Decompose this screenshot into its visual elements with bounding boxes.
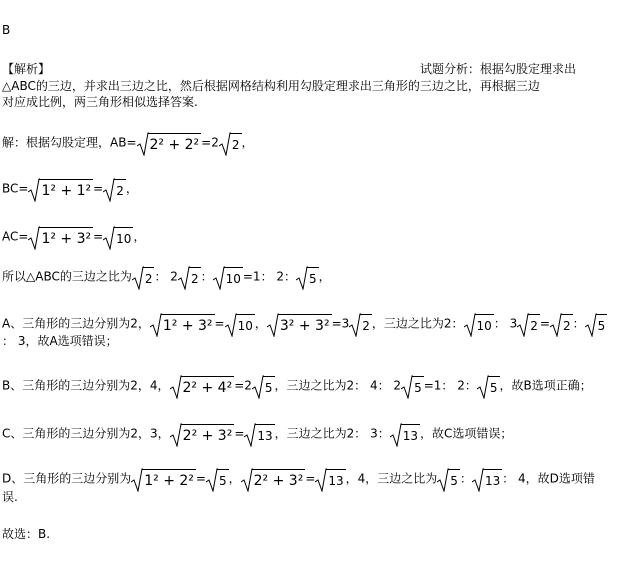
ratio-radical-2 <box>178 266 201 288</box>
option-d-radicand-1: 1² + 2² <box>142 469 196 489</box>
bc-line <box>2 178 138 200</box>
option-d-line <box>2 468 595 490</box>
analysis-intro-line-1: △ABC的三边，并求出三边之比，然后根据网格结构利用勾股定理求出三角形的三边之比，再根据三边 <box>2 79 540 93</box>
option-a-text-4: ： <box>572 316 585 331</box>
bc-prefix: BC= <box>2 181 29 196</box>
option-d-ratio-radicand-1: 5 <box>448 469 460 489</box>
option-a-ratio-radicand-2: 2 <box>528 314 540 334</box>
ratio-text-2: ： <box>200 269 213 284</box>
ratio-radicand-1: 2 <box>143 267 155 287</box>
ab-radical <box>137 132 202 154</box>
ac-equals: = <box>93 229 104 244</box>
answer-label: B <box>2 23 11 37</box>
option-d-prefix: D、三角形的三边分别为 <box>2 471 132 486</box>
option-c-ratio-radical <box>390 423 420 445</box>
option-b-eq: =2 <box>234 378 252 393</box>
ratio-text-1: ： 2 <box>154 269 178 284</box>
ratio-end: ， <box>318 269 331 284</box>
option-b-text-1: ，三边之比为2： 4： 2 <box>274 378 402 393</box>
option-c-eq: = <box>234 426 245 441</box>
option-d-ratio-radical-1 <box>437 468 460 490</box>
option-b-line <box>2 375 592 397</box>
bc-result-radical <box>103 178 126 200</box>
option-a-sep: ， <box>254 316 267 331</box>
option-d-radical-2 <box>241 468 306 490</box>
option-b-text-2: =1： 2： <box>423 378 477 393</box>
option-c-result <box>244 423 274 445</box>
option-a-radical-2 <box>267 313 332 335</box>
ac-line <box>2 226 145 248</box>
ratio-radical-4 <box>296 266 319 288</box>
ac-result-radicand: 10 <box>114 227 133 247</box>
option-c-line <box>2 423 512 445</box>
option-d-sep: ， <box>228 471 241 486</box>
ratio-radicand-2: 2 <box>189 267 201 287</box>
analysis-intro-head: 试题分析：根据勾股定理求出 <box>420 62 577 76</box>
option-a-ratio-radical-1 <box>464 313 494 335</box>
option-b-ratio-radicand-1: 5 <box>412 376 424 396</box>
ratio-radical-1 <box>132 266 155 288</box>
option-a-ratio-radical-3 <box>550 313 573 335</box>
ac-radical <box>28 226 93 248</box>
option-a-eq-2: =3 <box>331 316 350 331</box>
ratio-radicand-4: 5 <box>307 267 319 287</box>
bc-radical <box>28 178 93 200</box>
option-b-end: ，故B选项正确； <box>499 378 592 393</box>
option-a-radicand-1: 1² + 3² <box>161 314 215 334</box>
option-a-radicand-2: 3² + 3² <box>278 314 332 334</box>
bc-equals: = <box>93 181 104 196</box>
bc-radicand: 1² + 1² <box>39 179 93 199</box>
ab-prefix: 解：根据勾股定理，AB= <box>2 135 137 150</box>
ratio-radical-3 <box>213 266 243 288</box>
ac-result-radical <box>103 226 133 248</box>
option-c-text-1: ，三边之比为2： 3： <box>274 426 390 441</box>
option-b-ratio-radical-1 <box>401 375 424 397</box>
option-d-radicand-2: 2² + 3² <box>252 469 306 489</box>
option-c-ratio-radicand: 13 <box>401 424 420 444</box>
option-c-prefix: C、三角形的三边分别为2，3， <box>2 426 170 441</box>
option-a-ratio-radical-2 <box>517 313 540 335</box>
ab-result-radical <box>219 132 242 154</box>
option-d-radical-1 <box>131 468 196 490</box>
option-a-eq-1: = <box>214 316 225 331</box>
ab-equals: =2 <box>201 135 219 150</box>
option-d-text-2: ： <box>459 471 472 486</box>
analysis-intro-line-2: 对应成比例，两三角形相似选择答案. <box>2 95 198 109</box>
option-d-end: ： 4，故D选项错 <box>502 471 595 486</box>
analysis-heading: 【解析】 <box>2 62 51 76</box>
ratio-line <box>2 266 331 288</box>
ab-result-radicand: 2 <box>230 133 242 153</box>
option-b-radical <box>170 375 235 397</box>
final-answer: 故选：B. <box>2 527 51 541</box>
option-d-ratio-radical-2 <box>472 468 502 490</box>
bc-end: ， <box>125 181 138 196</box>
option-c-radicand: 2² + 3² <box>181 424 235 444</box>
option-a-ratio-radicand-4: 5 <box>596 314 608 334</box>
ab-line <box>2 132 254 154</box>
option-b-result <box>252 375 275 397</box>
bc-result-radicand: 2 <box>114 179 126 199</box>
ratio-radicand-3: 10 <box>224 267 243 287</box>
option-d-result-2 <box>315 468 345 490</box>
option-a-ratio-radical-4 <box>585 313 608 335</box>
option-b-result-radicand: 5 <box>263 376 275 396</box>
option-a-result-1-radicand: 10 <box>236 314 255 334</box>
option-d-result-2-radicand: 13 <box>326 469 345 489</box>
option-c-result-radicand: 13 <box>255 424 274 444</box>
option-a-radical-1 <box>150 313 215 335</box>
ac-end: ， <box>133 229 146 244</box>
option-a-result-1 <box>225 313 255 335</box>
option-b-ratio-radicand-2: 5 <box>488 376 500 396</box>
option-a-prefix: A、三角形的三边分别为2， <box>2 316 150 331</box>
option-d-line-2: 误. <box>2 490 18 504</box>
option-b-prefix: B、三角形的三边分别为2，4， <box>2 378 170 393</box>
ratio-text-3: =1： 2： <box>242 269 297 284</box>
option-a-text-3: = <box>539 316 550 331</box>
option-a-ratio-radicand-1: 10 <box>475 314 494 334</box>
ab-end: ， <box>241 135 254 150</box>
ac-prefix: AC= <box>2 229 29 244</box>
ac-radicand: 1² + 3² <box>39 227 93 247</box>
ab-radicand: 2² + 2² <box>148 133 202 153</box>
option-a-line-2: ： 3，故A选项错误； <box>2 334 118 348</box>
option-a-ratio-radicand-3: 2 <box>561 314 573 334</box>
option-a-text-1: ，三边之比为2： <box>371 316 464 331</box>
option-d-result-1 <box>206 468 229 490</box>
option-b-radicand: 2² + 4² <box>181 376 235 396</box>
ratio-prefix: 所以△ABC的三边之比为 <box>2 269 132 284</box>
option-d-text-1: ，4，三边之比为 <box>345 471 438 486</box>
option-a-result-2-radicand: 2 <box>360 314 372 334</box>
option-d-ratio-radicand-2: 13 <box>483 469 502 489</box>
option-d-result-1-radicand: 5 <box>217 469 229 489</box>
option-a-text-2: ： 3 <box>493 316 518 331</box>
option-a-line <box>2 313 607 335</box>
option-a-result-2 <box>349 313 372 335</box>
option-d-eq-2: = <box>305 471 316 486</box>
option-d-eq-1: = <box>195 471 206 486</box>
option-c-radical <box>170 423 235 445</box>
option-b-ratio-radical-2 <box>477 375 500 397</box>
option-c-end: ，故C选项错误； <box>420 426 513 441</box>
